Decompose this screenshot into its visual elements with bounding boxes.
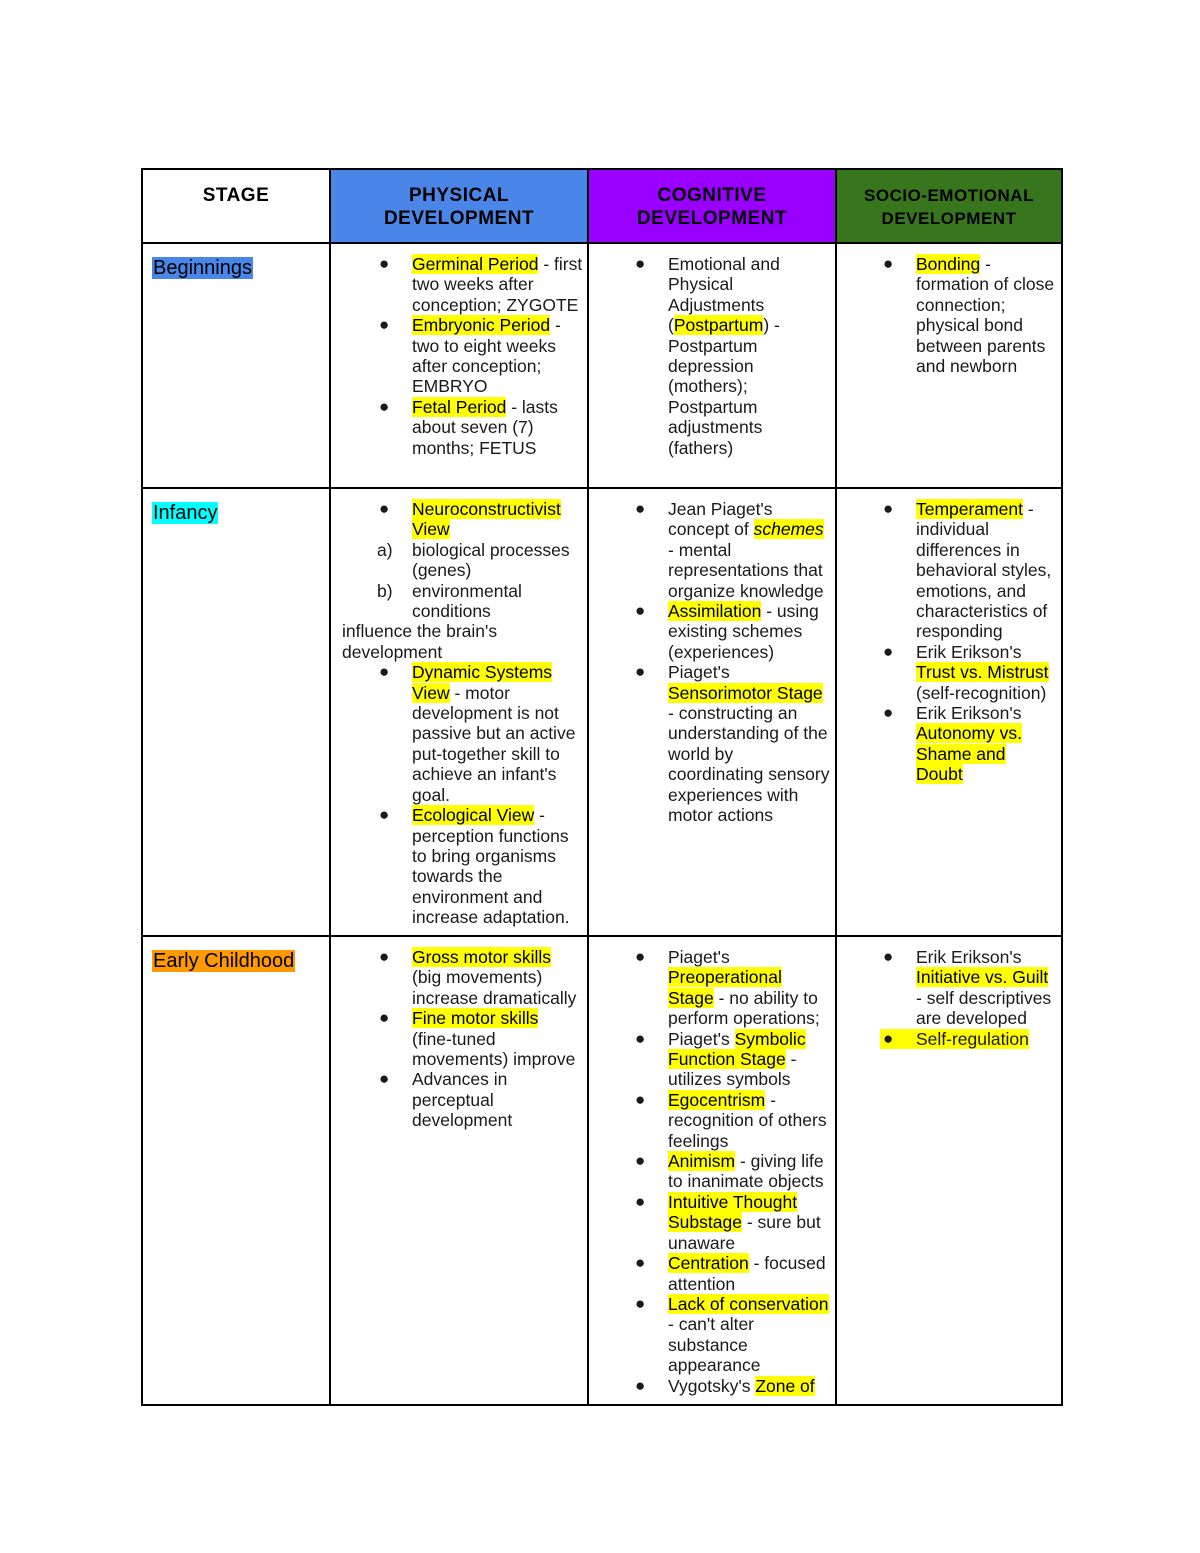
list-item: ● Erik Erikson's Initiative vs. Guilt - self descriptives are developed — [883, 947, 1052, 1029]
physical-infancy — [330, 488, 588, 936]
list-item: ● Jean Piaget's concept of schemes - mental representations that organize knowledge — [635, 499, 824, 601]
term-highlight: Bonding — [916, 254, 981, 274]
cognitive-beginnings — [588, 243, 836, 488]
list-item: ● Piaget's Symbolic Function Stage - utilizes symbols — [635, 1028, 806, 1090]
list-item: ● Lack of conservation - can't alter substance appearance — [635, 1293, 829, 1376]
sub-marker-b: b) — [377, 580, 393, 601]
row-beginnings — [142, 243, 1062, 488]
term-highlight: Initiative vs. Guilt — [916, 967, 1049, 988]
sub-text-b: environmental conditions — [412, 580, 522, 622]
term-highlight: schemes — [753, 519, 824, 540]
list-item: ● Bonding - formation of close connection; physical bond between parents and newborn — [883, 254, 1055, 377]
cognitive-early-childhood — [588, 936, 836, 1405]
header-socio-text: SOCIO-EMOTIONAL DEVELOPMENT — [864, 186, 1034, 228]
term-pre: Erik Erikson's — [916, 641, 1022, 662]
term-highlight: Preoperational Stage — [668, 967, 782, 1008]
sub-marker-a: a) — [377, 539, 393, 560]
term-desc: - constructing an understanding of the world by coordinating sensory experiences with motor actions — [668, 703, 830, 826]
term-highlight: Dynamic Systems View — [412, 662, 553, 703]
term-highlight: Animism — [668, 1151, 736, 1172]
list-item: ● Embryonic Period - two to eight weeks after conception; EMBRYO — [379, 315, 561, 397]
term-highlight: Temperament — [916, 499, 1023, 519]
term-pre: Piaget's — [668, 662, 730, 683]
header-cognitive — [588, 169, 836, 243]
header-row — [142, 169, 1062, 243]
term-pre: Piaget's — [668, 947, 730, 967]
term-desc: - first two weeks after conception; ZYGOTE — [412, 254, 583, 315]
list-item: ● Neuroconstructivist View — [379, 499, 561, 540]
term-pre: Jean Piaget's concept of — [668, 499, 773, 540]
list-item: ● Animism - giving life to inanimate objects — [635, 1151, 824, 1192]
stage-cell-infancy — [142, 488, 330, 936]
term-desc: - mental representations that organize knowledge — [668, 539, 824, 601]
term-highlight: Self-regulation — [916, 1028, 1029, 1049]
term-desc: - individual differences in behavioral styles, emotions, and characteristics of responding — [916, 499, 1052, 642]
term-desc: - two to eight weeks after conception; EMBRYO — [412, 315, 561, 397]
list-item: ● Fetal Period - lasts about seven (7) months; FETUS — [379, 396, 558, 458]
header-physical-text: PHYSICAL DEVELOPMENT — [383, 185, 535, 229]
term-desc: - no ability to perform operations; — [668, 987, 820, 1029]
term-pre: Emotional and Physical Adjustments ( — [668, 254, 780, 336]
list-item: ● Self-regulation — [880, 1029, 1029, 1049]
term-desc: - giving life to inanimate objects — [668, 1151, 824, 1192]
list-item: ● Egocentrism - recognition of others feelings — [635, 1089, 827, 1151]
term-highlight: Sensorimotor Stage — [668, 682, 823, 703]
socio-infancy — [836, 488, 1062, 936]
term-desc: - sure but unaware — [668, 1212, 821, 1253]
term-desc: - focused attention — [668, 1253, 826, 1294]
list-item: ● Assimilation - using existing schemes (experiences) — [635, 601, 819, 662]
list-item: ● Temperament - individual differences in behavioral styles, emotions, and characteristics of responding — [883, 499, 1052, 642]
term-highlight: Assimilation — [668, 601, 762, 622]
term-highlight: Fetal Period — [412, 396, 507, 417]
list-item: ● Vygotsky's Zone of — [635, 1375, 815, 1396]
term-highlight: Embryonic Period — [412, 315, 551, 336]
term-highlight: Intuitive Thought Substage — [668, 1191, 798, 1233]
term-pre: Piaget's — [668, 1028, 735, 1049]
header-stage: STAGE — [142, 169, 330, 243]
list-item: ● Advances in perceptual development — [379, 1069, 513, 1131]
term-desc: ) - Postpartum depression (mothers); Postpartum adjustments (fathers) — [668, 315, 780, 458]
term-desc: - recognition of others feelings — [668, 1089, 827, 1151]
term-highlight: Autonomy vs. Shame and Doubt — [916, 723, 1023, 785]
sub-item-a — [377, 540, 583, 581]
term-highlight: Symbolic Function Stage — [668, 1028, 806, 1070]
stage-label-early-childhood: Early Childhood — [153, 950, 295, 972]
sub-text-a: biological processes (genes) — [412, 539, 570, 581]
socio-beginnings — [836, 243, 1062, 488]
term-highlight: Egocentrism — [668, 1089, 766, 1110]
term-highlight: Zone of — [755, 1375, 815, 1396]
physical-beginnings — [330, 243, 588, 488]
term-pre: Vygotsky's — [668, 1375, 756, 1396]
list-item: ● Gross motor skills (big movements) increase dramatically — [379, 947, 577, 1008]
term-pre: Erik Erikson's — [916, 947, 1022, 967]
sub-item-b — [377, 581, 583, 622]
stage-label-infancy: Infancy — [153, 502, 218, 524]
term-desc: - motor development is not passive but an active put-together skill to achieve an infant's goal. — [412, 682, 576, 805]
term-desc: (fine-tuned movements) improve — [412, 1028, 576, 1070]
list-item: ● Piaget's Preoperational Stage - no ability to perform operations; — [635, 947, 820, 1029]
list-item: ● Centration - focused attention — [635, 1253, 826, 1294]
term-highlight: Germinal Period — [412, 254, 539, 274]
list-item: ● Germinal Period - first two weeks after conception; ZYGOTE — [379, 254, 583, 315]
header-cognitive-text: COGNITIVE DEVELOPMENT — [636, 185, 788, 229]
term-highlight: Ecological View — [412, 805, 535, 826]
list-item: ● Intuitive Thought Substage - sure but unaware — [635, 1191, 821, 1253]
list-item: ● Piaget's Sensorimotor Stage - constructing an understanding of the world by coordinating sensory experiences with motor actions — [635, 662, 830, 826]
list-item: ● Erik Erikson's Autonomy vs. Shame and Doubt — [883, 703, 1023, 785]
term-highlight: Lack of conservation — [668, 1293, 829, 1314]
term-desc: (big movements) increase dramatically — [412, 967, 577, 1008]
term-highlight: Gross motor skills — [412, 947, 552, 967]
term-highlight: Neuroconstructivist View — [412, 499, 561, 540]
list-item: ● Fine motor skills (fine-tuned movements) improve — [379, 1008, 576, 1070]
term-desc: - formation of close connection; physical bond between parents and newborn — [916, 254, 1055, 377]
term-pre: Erik Erikson's — [916, 703, 1022, 724]
stage-label-beginnings: Beginnings — [153, 257, 252, 279]
term-desc: - self descriptives are developed — [916, 987, 1052, 1029]
row-infancy — [142, 488, 1062, 936]
stage-cell-early-childhood — [142, 936, 330, 1405]
term-highlight: Centration — [668, 1253, 749, 1274]
plain-text: influence the brain's development — [342, 621, 498, 662]
term-highlight: Trust vs. Mistrust — [916, 662, 1049, 683]
cognitive-infancy — [588, 488, 836, 936]
list-item: ● Ecological View - perception functions to bring organisms towards the environment and increase adaptation. — [379, 805, 570, 928]
physical-early-childhood — [330, 936, 588, 1405]
stage-cell-beginnings — [142, 243, 330, 488]
list-item: ● Erik Erikson's Trust vs. Mistrust (self-recognition) — [883, 641, 1049, 703]
term-highlight: Fine motor skills — [412, 1008, 539, 1029]
header-socio-emotional — [836, 169, 1062, 243]
list-item: ● Emotional and Physical Adjustments (Postpartum) - Postpartum depression (mothers); Postpartum adjustments (fathers) — [635, 254, 780, 458]
socio-early-childhood — [836, 936, 1062, 1405]
term-desc: - can't alter substance appearance — [668, 1314, 761, 1376]
row-early-childhood — [142, 936, 1062, 1405]
term-desc: - lasts about seven (7) months; FETUS — [412, 396, 558, 458]
term-desc: (self-recognition) — [916, 682, 1047, 703]
term-desc: - perception functions to bring organisms towards the environment and increase adaptation. — [412, 805, 570, 928]
header-physical — [330, 169, 588, 243]
term-highlight: Postpartum — [673, 315, 764, 336]
term-pre: Advances in perceptual development — [412, 1069, 513, 1131]
term-desc: - using existing schemes (experiences) — [668, 601, 819, 662]
term-desc: - utilizes symbols — [668, 1049, 797, 1090]
list-item: ● Dynamic Systems View - motor development is not passive but an active put-together skill to achieve an infant's goal. — [379, 662, 576, 805]
development-stages-table — [141, 168, 1063, 1406]
